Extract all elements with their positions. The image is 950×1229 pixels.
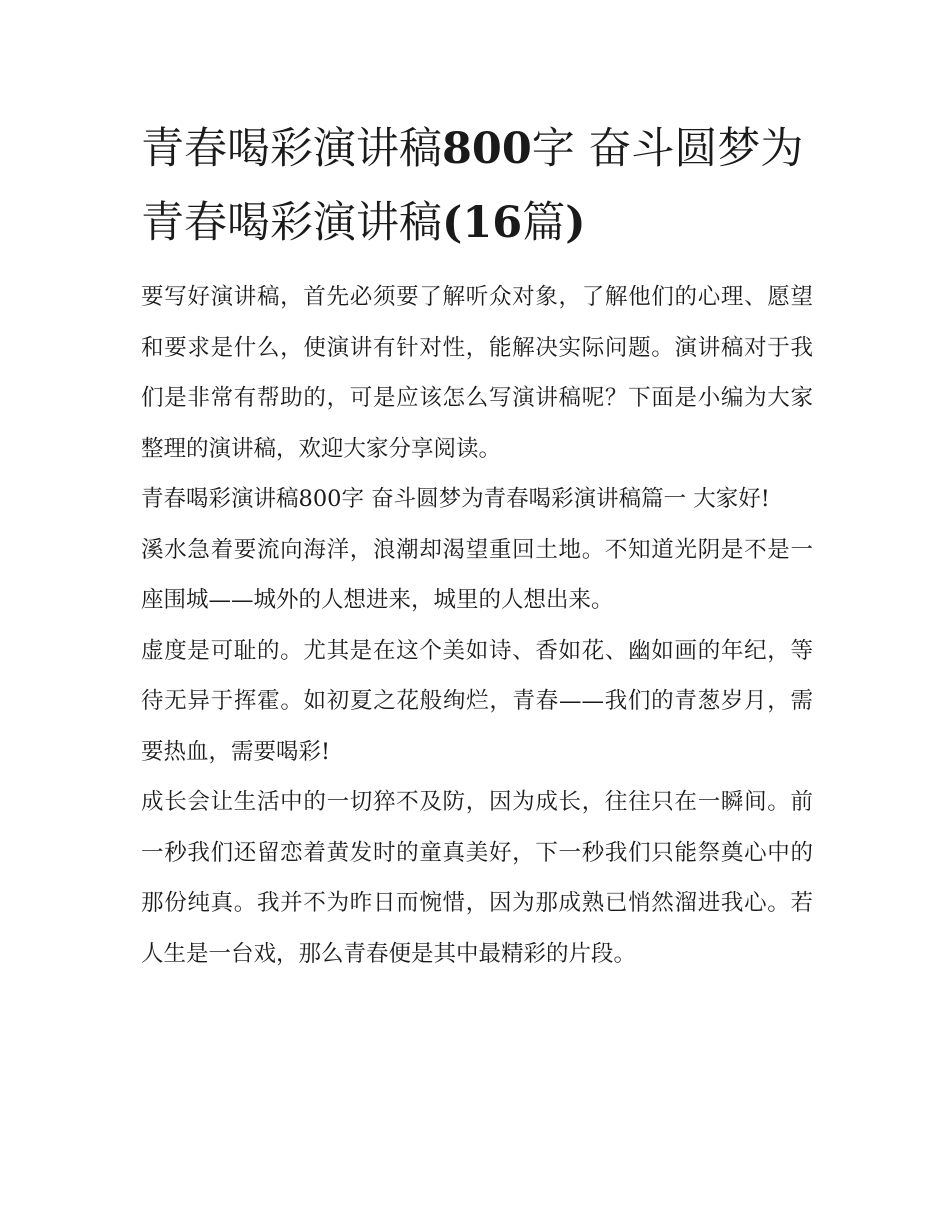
paragraph-intro: 要写好演讲稿，首先必须要了解听众对象，了解他们的心理、愿望和要求是什么，使演讲有针对性，能解决实际问题。演讲稿对于我们是非常有帮助的，可是应该怎么写演讲稿呢？下面是小编为大家整理的演讲稿，欢迎大家分享阅读。 — [141, 284, 813, 462]
paragraph-body-2: 虚度是可耻的。尤其是在这个美如诗、香如花、幽如画的年纪，等待无异于挥霍。如初夏之花般绚烂，青春——我们的青葱岁月，需要热血，需要喝彩! — [141, 637, 813, 765]
document-title: 青春喝彩演讲稿800字 奋斗圆梦为青春喝彩演讲稿(16篇) — [141, 124, 804, 248]
document-body — [141, 112, 813, 979]
paragraph-section-heading: 青春喝彩演讲稿800字 奋斗圆梦为青春喝彩演讲稿篇一 大家好! — [141, 486, 770, 512]
paragraph-body-1: 溪水急着要流向海洋，浪潮却渴望重回土地。不知道光阴是不是一座围城——城外的人想进来，城里的人想出来。 — [141, 536, 813, 613]
paragraph-body-3: 成长会让生活中的一切猝不及防，因为成长，往往只在一瞬间。前一秒我们还留恋着黄发时的童真美好，下一秒我们只能祭奠心中的那份纯真。我并不为昨日而惋惜，因为那成熟已悄然溜进我心。若人生是一台戏，那么青春便是其中最精彩的片段。 — [141, 789, 813, 967]
